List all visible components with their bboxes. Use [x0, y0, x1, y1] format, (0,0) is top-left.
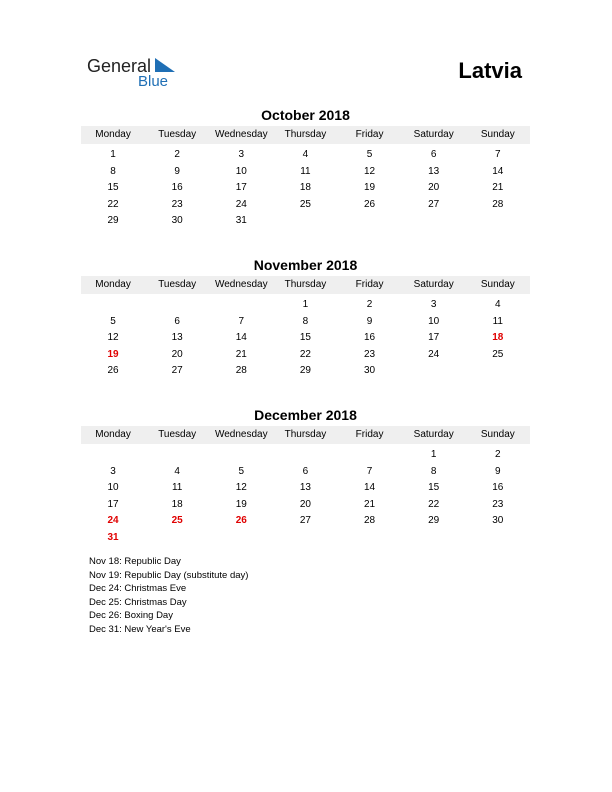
day-cell: 19: [364, 182, 376, 194]
day-cell: 25: [492, 348, 504, 360]
day-cell: 29: [428, 515, 440, 527]
weekday-header: Wednesday: [214, 279, 268, 290]
day-cell: 26: [235, 515, 247, 527]
weekday-header: Tuesday: [158, 129, 197, 140]
day-cell: 2: [495, 449, 501, 460]
day-cell: 20: [428, 182, 440, 194]
weekday-header: Saturday: [413, 279, 454, 290]
holiday-entry: Nov 18: Republic Day: [89, 556, 181, 567]
day-cell: 28: [235, 365, 247, 377]
day-cell: 21: [364, 498, 376, 510]
day-cell: 26: [364, 198, 376, 210]
weekday-header: Monday: [95, 279, 131, 290]
week-row: [81, 464, 530, 481]
empty-day-cell: [209, 297, 273, 314]
day-cell: 14: [364, 482, 376, 494]
day-cell: 20: [299, 498, 311, 510]
day-cell: 24: [107, 515, 119, 527]
day-cell: 2: [366, 299, 373, 310]
day-cell: 3: [110, 465, 116, 477]
weekday-header: Sunday: [480, 129, 515, 140]
day-cell: 6: [430, 149, 437, 160]
day-cell: 3: [238, 149, 245, 160]
day-cell: 16: [492, 482, 504, 494]
holiday-list: [89, 555, 248, 637]
country-title: Latvia: [458, 58, 522, 83]
day-cell: 26: [107, 365, 119, 377]
day-cell: 25: [171, 515, 183, 527]
day-cell: 28: [492, 198, 504, 210]
week-row: [81, 530, 530, 547]
day-cell: 13: [171, 332, 183, 344]
weekday-header: Friday: [355, 129, 384, 140]
empty-day-cell: [338, 213, 402, 230]
day-cell: 9: [495, 465, 501, 477]
day-cell: 12: [235, 482, 247, 494]
day-cell: 30: [171, 215, 183, 227]
week-row: [81, 363, 530, 380]
day-cell: 5: [366, 149, 373, 160]
day-cell: 17: [235, 182, 247, 194]
holiday-entry: Dec 24: Christmas Eve: [89, 583, 187, 595]
holiday-entry: Dec 25: Christmas Day: [89, 596, 187, 608]
empty-day-cell: [466, 363, 530, 380]
week-row: [81, 147, 530, 164]
empty-day-cell: [273, 213, 337, 230]
week-row: [81, 213, 530, 230]
day-cell: 4: [495, 299, 501, 310]
day-cell: 11: [300, 165, 311, 177]
empty-day-cell: [466, 530, 530, 547]
day-cell: 4: [174, 465, 180, 477]
day-cell: 30: [492, 515, 504, 527]
day-cell: 21: [492, 182, 504, 194]
month-title: November 2018: [253, 257, 358, 273]
holiday-entry: Nov 19: Republic Day (substitute day): [89, 569, 249, 581]
empty-day-cell: [402, 363, 466, 380]
day-cell: 9: [174, 165, 180, 177]
week-row: [81, 330, 530, 347]
empty-day-cell: [81, 297, 145, 314]
empty-day-cell: [273, 447, 337, 464]
week-row: [81, 197, 530, 214]
day-cell: 18: [299, 182, 311, 194]
weekday-header: Sunday: [480, 429, 515, 440]
day-cell: 23: [364, 348, 376, 360]
weekday-header: Monday: [95, 129, 131, 140]
week-row: [81, 164, 530, 181]
day-cell: 30: [364, 365, 376, 377]
week-row: [81, 497, 530, 514]
empty-day-cell: [466, 213, 530, 230]
empty-day-cell: [145, 297, 209, 314]
day-cell: 27: [171, 365, 183, 377]
empty-day-cell: [209, 447, 273, 464]
day-cell: 3: [430, 299, 437, 310]
logo-triangle-icon: [155, 58, 175, 72]
month-october: [81, 106, 530, 230]
empty-day-cell: [338, 530, 402, 547]
day-cell: 13: [299, 482, 311, 494]
day-cell: 23: [492, 498, 504, 510]
day-cell: 1: [302, 299, 309, 310]
day-cell: 24: [235, 198, 247, 210]
day-cell: 7: [238, 315, 245, 327]
week-row: [81, 314, 530, 331]
day-cell: 1: [110, 149, 116, 160]
day-cell: 29: [299, 365, 311, 377]
day-cell: 13: [428, 165, 440, 177]
day-cell: 15: [299, 332, 311, 344]
day-cell: 10: [235, 165, 247, 177]
day-cell: 6: [174, 315, 180, 327]
month-november: [81, 256, 530, 380]
day-cell: 7: [366, 465, 373, 477]
day-cell: 10: [107, 482, 119, 494]
day-cell: 18: [492, 332, 504, 344]
day-cell: 11: [171, 482, 183, 494]
empty-day-cell: [81, 447, 145, 464]
day-cell: 24: [428, 348, 440, 360]
day-cell: 16: [364, 332, 376, 344]
weekday-header: Saturday: [413, 129, 454, 140]
weekday-header: Tuesday: [158, 429, 197, 440]
day-cell: 9: [366, 315, 373, 327]
day-cell: 22: [428, 498, 440, 510]
day-cell: 14: [235, 332, 247, 344]
day-cell: 27: [299, 515, 311, 527]
weekday-header: Tuesday: [158, 279, 197, 290]
day-cell: 19: [107, 348, 119, 360]
day-cell: 22: [299, 348, 311, 360]
day-cell: 2: [174, 149, 180, 160]
day-cell: 17: [107, 498, 119, 510]
week-row: [81, 180, 530, 197]
weekday-header: Thursday: [284, 279, 327, 290]
day-cell: 15: [428, 482, 440, 494]
month-december: [81, 406, 530, 547]
weekday-header-row: [81, 426, 530, 444]
empty-day-cell: [338, 447, 402, 464]
empty-day-cell: [273, 530, 337, 547]
week-row: [81, 447, 530, 464]
logo-word-blue: Blue: [138, 73, 169, 90]
day-cell: 25: [299, 198, 311, 210]
empty-day-cell: [145, 447, 209, 464]
holiday-entry: Dec 31: New Year's Eve: [89, 623, 191, 635]
weekday-header: Thursday: [284, 429, 327, 440]
weekday-header: Friday: [355, 279, 384, 290]
day-cell: 22: [107, 198, 119, 210]
day-cell: 12: [107, 332, 119, 344]
day-cell: 28: [364, 515, 376, 527]
day-cell: 8: [110, 165, 116, 177]
empty-day-cell: [209, 530, 273, 547]
weekday-header: Thursday: [284, 129, 327, 140]
weekday-header: Sunday: [480, 279, 515, 290]
day-cell: 31: [107, 531, 119, 543]
week-row: [81, 347, 530, 364]
logo-word-general: General: [87, 56, 152, 76]
week-row: [81, 297, 530, 314]
day-cell: 17: [428, 332, 440, 344]
weekday-header: Friday: [355, 429, 384, 440]
day-cell: 16: [171, 182, 183, 194]
day-cell: 6: [302, 465, 309, 477]
day-cell: 19: [235, 498, 247, 510]
day-cell: 15: [107, 182, 119, 194]
day-cell: 7: [495, 149, 501, 160]
general-blue-logo: [87, 56, 187, 92]
weekday-header: Monday: [95, 429, 131, 440]
month-title: December 2018: [254, 407, 357, 423]
day-cell: 4: [302, 149, 309, 160]
day-cell: 20: [171, 348, 183, 360]
day-cell: 12: [364, 165, 376, 177]
day-cell: 27: [428, 198, 440, 210]
week-row: [81, 480, 530, 497]
week-row: [81, 513, 530, 530]
weekday-header-row: [81, 126, 530, 144]
day-cell: 23: [171, 198, 183, 210]
day-cell: 5: [110, 315, 116, 327]
day-cell: 18: [171, 498, 183, 510]
day-cell: 5: [238, 465, 245, 477]
day-cell: 29: [107, 215, 119, 227]
day-cell: 8: [302, 315, 309, 327]
empty-day-cell: [402, 530, 466, 547]
empty-day-cell: [145, 530, 209, 547]
day-cell: 11: [492, 315, 503, 327]
day-cell: 14: [492, 165, 504, 177]
month-title: October 2018: [261, 107, 350, 123]
day-cell: 10: [428, 315, 440, 327]
day-cell: 21: [235, 348, 247, 360]
empty-day-cell: [402, 213, 466, 230]
day-cell: 8: [430, 465, 437, 477]
weekday-header-row: [81, 276, 530, 294]
weekday-header: Wednesday: [214, 429, 268, 440]
holiday-entry: Dec 26: Boxing Day: [89, 610, 173, 622]
day-cell: 31: [235, 215, 247, 227]
weekday-header: Saturday: [413, 429, 454, 440]
day-cell: 1: [430, 449, 437, 460]
weekday-header: Wednesday: [214, 129, 268, 140]
